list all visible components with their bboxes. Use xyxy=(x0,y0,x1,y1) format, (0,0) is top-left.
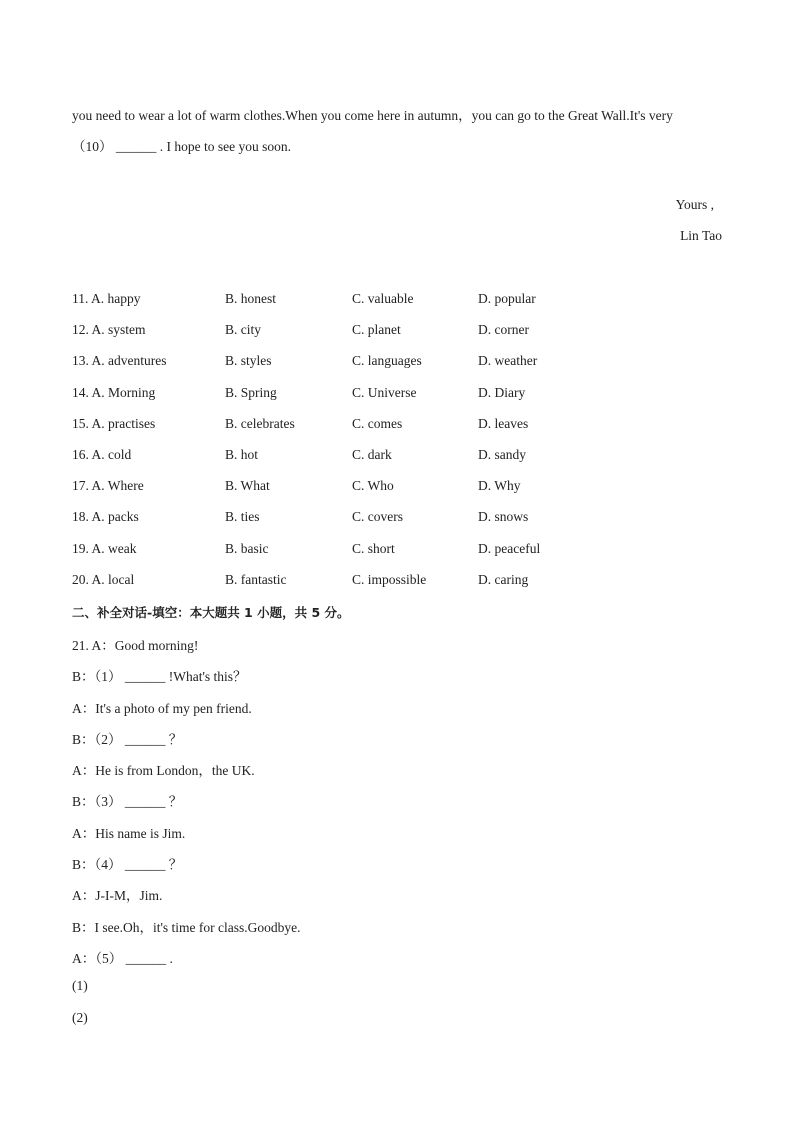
option-c: C. Who xyxy=(352,478,394,494)
dialogue-line: B：I see.Oh，it's time for class.Goodbye. xyxy=(72,919,301,935)
option-a: 11. A. happy xyxy=(72,291,141,306)
dialogue-line: 21. A：Good morning! xyxy=(72,638,199,653)
option-b: B. honest xyxy=(225,291,277,306)
option-c: C. planet xyxy=(352,322,401,338)
option-b: B. What xyxy=(225,478,270,494)
option-d: D. snows xyxy=(478,509,529,525)
option-d: D. caring xyxy=(478,571,529,587)
option-row xyxy=(72,447,722,478)
option-row xyxy=(72,478,722,509)
answer-label: (1) xyxy=(72,978,88,994)
dialogue-line: B：（3） ______ ？ xyxy=(72,794,183,810)
option-d: D. leaves xyxy=(478,415,529,431)
option-d: D. Diary xyxy=(478,384,526,400)
dialogue-line: A：He is from London，the UK. xyxy=(72,763,255,779)
option-c: C. covers xyxy=(352,509,403,525)
option-c: C. languages xyxy=(352,353,422,369)
option-b: B. fantastic xyxy=(225,571,287,587)
option-row xyxy=(72,385,722,416)
letter-line-2: （10） ______ . I hope to see you soon. xyxy=(72,139,291,154)
section-heading: 二、补全对话-填空：本大题共 1 小题，共 5 分。 xyxy=(72,605,350,620)
option-a: 19. A. weak xyxy=(72,540,137,556)
option-b: B. basic xyxy=(225,540,269,556)
option-d: D. sandy xyxy=(478,446,526,462)
option-a: 18. A. packs xyxy=(72,509,139,525)
option-row xyxy=(72,291,722,322)
option-b: B. hot xyxy=(225,446,259,462)
option-a: 16. A. cold xyxy=(72,446,132,462)
option-c: C. comes xyxy=(352,415,403,431)
option-b: B. ties xyxy=(225,509,260,525)
option-b: B. styles xyxy=(225,353,272,369)
option-row xyxy=(72,322,722,353)
option-d: D. weather xyxy=(478,353,538,369)
option-c: C. Universe xyxy=(352,384,417,400)
dialogue-line: A：It's a photo of my pen friend. xyxy=(72,700,252,716)
option-b: B. city xyxy=(225,322,261,338)
dialogue xyxy=(72,634,301,1041)
option-a: 15. A. practises xyxy=(72,415,156,431)
dialogue-line: B：（4） ______ ？ xyxy=(72,857,183,873)
option-b: B. Spring xyxy=(225,384,277,400)
option-a: 20. A. local xyxy=(72,571,135,587)
option-row xyxy=(72,509,722,540)
option-row xyxy=(72,416,722,447)
option-a: 14. A. Morning xyxy=(72,384,156,400)
letter-signature: Lin Tao xyxy=(680,228,722,243)
option-d: D. peaceful xyxy=(478,540,541,556)
options-list xyxy=(72,291,722,603)
option-d: D. popular xyxy=(478,291,536,306)
answer-label: (2) xyxy=(72,1009,88,1025)
option-row xyxy=(72,353,722,384)
option-c: C. short xyxy=(352,540,395,556)
dialogue-line: A：（5） ______ . xyxy=(72,950,173,966)
option-row xyxy=(72,541,722,572)
option-row xyxy=(72,572,722,603)
option-a: 17. A. Where xyxy=(72,478,144,494)
option-a: 13. A. adventures xyxy=(72,353,167,369)
option-d: D. Why xyxy=(478,478,521,494)
dialogue-line: A：J-I-M，Jim. xyxy=(72,888,163,904)
letter-line-1: you need to wear a lot of warm clothes.When you come here in autumn，you can go to the Great Wall.It's very xyxy=(72,108,673,123)
dialogue-line: B：（1） ______ !What's this？ xyxy=(72,669,247,685)
dialogue-line: A：His name is Jim. xyxy=(72,825,186,841)
option-c: C. dark xyxy=(352,446,392,462)
option-a: 12. A. system xyxy=(72,322,146,338)
dialogue-line: B：（2） ______ ？ xyxy=(72,731,183,747)
letter-closing: Yours , xyxy=(675,197,714,212)
option-c: C. impossible xyxy=(352,571,427,587)
option-b: B. celebrates xyxy=(225,415,295,431)
option-c: C. valuable xyxy=(352,291,414,306)
option-d: D. corner xyxy=(478,322,529,338)
